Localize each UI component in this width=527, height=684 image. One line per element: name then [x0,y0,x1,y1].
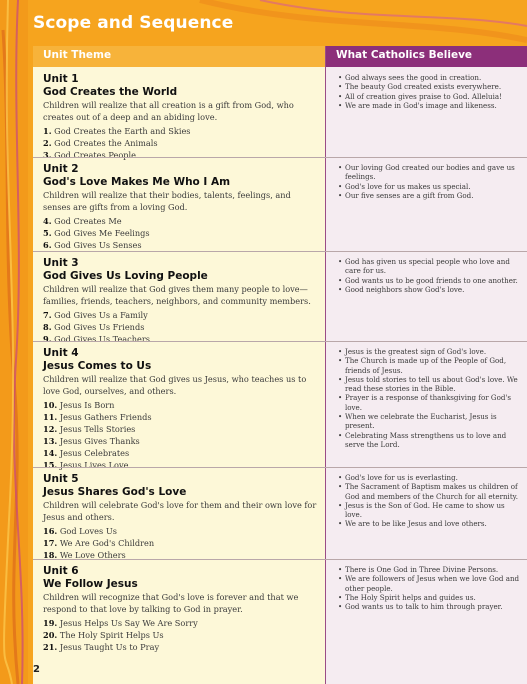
lesson-item: 4. God Creates Me [43,216,122,226]
lesson-item: 18. We Love Others [43,550,126,560]
belief-item: • Our five senses are a gift from God. [338,190,474,200]
page-number: 2 [33,664,40,675]
belief-item: • The Holy Spirit helps and guides us. [338,592,476,602]
unit-description: Children will realize that all creation is a gift from God, who creates out of a deep and an abiding love. [43,100,294,122]
belief-item: • The Church is made up of the People of God, friends of Jesus. [338,356,507,375]
unit-number: Unit 2 [43,163,79,175]
belief-item: • God wants us to talk to him through prayer. [338,602,503,612]
unit-name: Jesus Comes to Us [43,360,152,372]
belief-item: • The beauty God created exists everywhere. [338,82,502,92]
lesson-item: 13. Jesus Gives Thanks [43,436,140,446]
unit-name: God's Love Makes Me Who I Am [43,176,231,188]
unit-theme-header [33,46,325,67]
belief-item: • All of creation gives praise to God. Alleluia! [338,91,502,101]
belief-item: • Our loving God created our bodies and gave us feelings. [338,163,515,182]
belief-item: • God wants us to be good friends to one another. [338,275,518,285]
unit-theme-header-label: Unit Theme [43,49,112,61]
unit-number: Unit 6 [43,565,79,577]
beliefs-header [326,46,527,67]
lesson-item: 21. Jesus Taught Us to Pray [43,642,160,652]
lesson-item: 10. Jesus Is Born [43,400,115,410]
beliefs-header-label: What Catholics Believe [336,49,473,61]
lesson-item: 2. God Creates the Animals [43,138,158,148]
belief-item: • Jesus is the greatest sign of God's love. [338,347,487,356]
unit-name: God Creates the World [43,86,178,98]
belief-item: • Jesus is the Son of God. He came to show us love. [338,500,505,520]
unit-name: Jesus Shares God's Love [43,486,187,498]
lesson-item: 9. God Gives Us Teachers [43,334,150,344]
lesson-item: 7. God Gives Us a Family [43,310,148,320]
lesson-item: 1. God Creates the Earth and Skies [43,126,191,136]
belief-item: • Prayer is a response of thanksgiving for God's love. [338,393,511,412]
unit-row [33,559,527,652]
belief-item: • The Sacrament of Baptism makes us children of God and members of the Church for all eternity. [338,482,518,501]
page-title: Scope and Sequence [33,13,234,33]
lesson-item: 15. Jesus Lives Love [43,460,129,470]
belief-item: • God has given us special people who love and care for us. [338,257,510,276]
unit-row [33,251,527,344]
lesson-item: 14. Jesus Celebrates [43,448,130,458]
unit-name: God Gives Us Loving People [43,270,208,282]
belief-item: • God's love for us is everlasting. [338,473,458,482]
lesson-item: 5. God Gives Me Feelings [43,228,150,238]
belief-item: • We are made in God's image and likeness. [338,100,497,110]
unit-number: Unit 5 [43,473,79,485]
lesson-item: 12. Jesus Tells Stories [43,424,136,434]
belief-item: • There is One God in Three Divine Persons. [338,565,499,574]
unit-description: Children will recognize that God's love is forever and that we respond to that love by talking to God in prayer. [43,592,299,614]
unit-number: Unit 3 [43,257,79,269]
belief-item: • We are to be like Jesus and love others. [338,519,487,529]
lesson-item: 17. We Are God's Children [43,538,155,548]
unit-description: Children will realize that God gives us Jesus, who teaches us to love God, ourselves, and others. [43,374,307,396]
unit-description: Children will celebrate God's love for them and their own love for Jesus and others. [43,500,317,522]
lesson-item: 8. God Gives Us Friends [43,322,145,332]
belief-item: • Jesus told stories to tell us about God's love. We read these stories in the Bible. [338,374,518,394]
lesson-item: 16. God Loves Us [43,526,117,536]
belief-item: • Good neighbors show God's love. [338,284,465,294]
unit-row [33,467,527,559]
unit-row [33,157,527,251]
belief-item: • God always sees the good in creation. [338,73,482,82]
unit-name: We Follow Jesus [43,578,138,590]
unit-row [33,67,527,160]
unit-number: Unit 1 [43,73,79,85]
lesson-item: 11. Jesus Gathers Friends [43,412,152,422]
lesson-item: 20. The Holy Spirit Helps Us [43,630,164,640]
belief-item: • We are followers of Jesus when we love God and other people. [338,574,520,593]
unit-description: Children will realize that God gives them many people to love—families, friends, teachers, neighbors, and community members. [43,284,311,306]
lesson-item: 6. God Gives Us Senses [43,240,142,250]
belief-item: • God's love for us makes us special. [338,181,471,191]
lesson-item: 3. God Creates People [43,150,136,160]
lesson-item: 19. Jesus Helps Us Say We Are Sorry [43,618,198,628]
belief-item: • When we celebrate the Eucharist, Jesus is present. [338,412,497,431]
belief-item: • Celebrating Mass strengthens us to love and serve the Lord. [338,430,507,449]
unit-number: Unit 4 [43,347,79,359]
scope-table [33,46,527,684]
unit-row [33,341,527,470]
unit-description: Children will realize that their bodies, talents, feelings, and senses are gifts from a loving God. [43,190,291,212]
